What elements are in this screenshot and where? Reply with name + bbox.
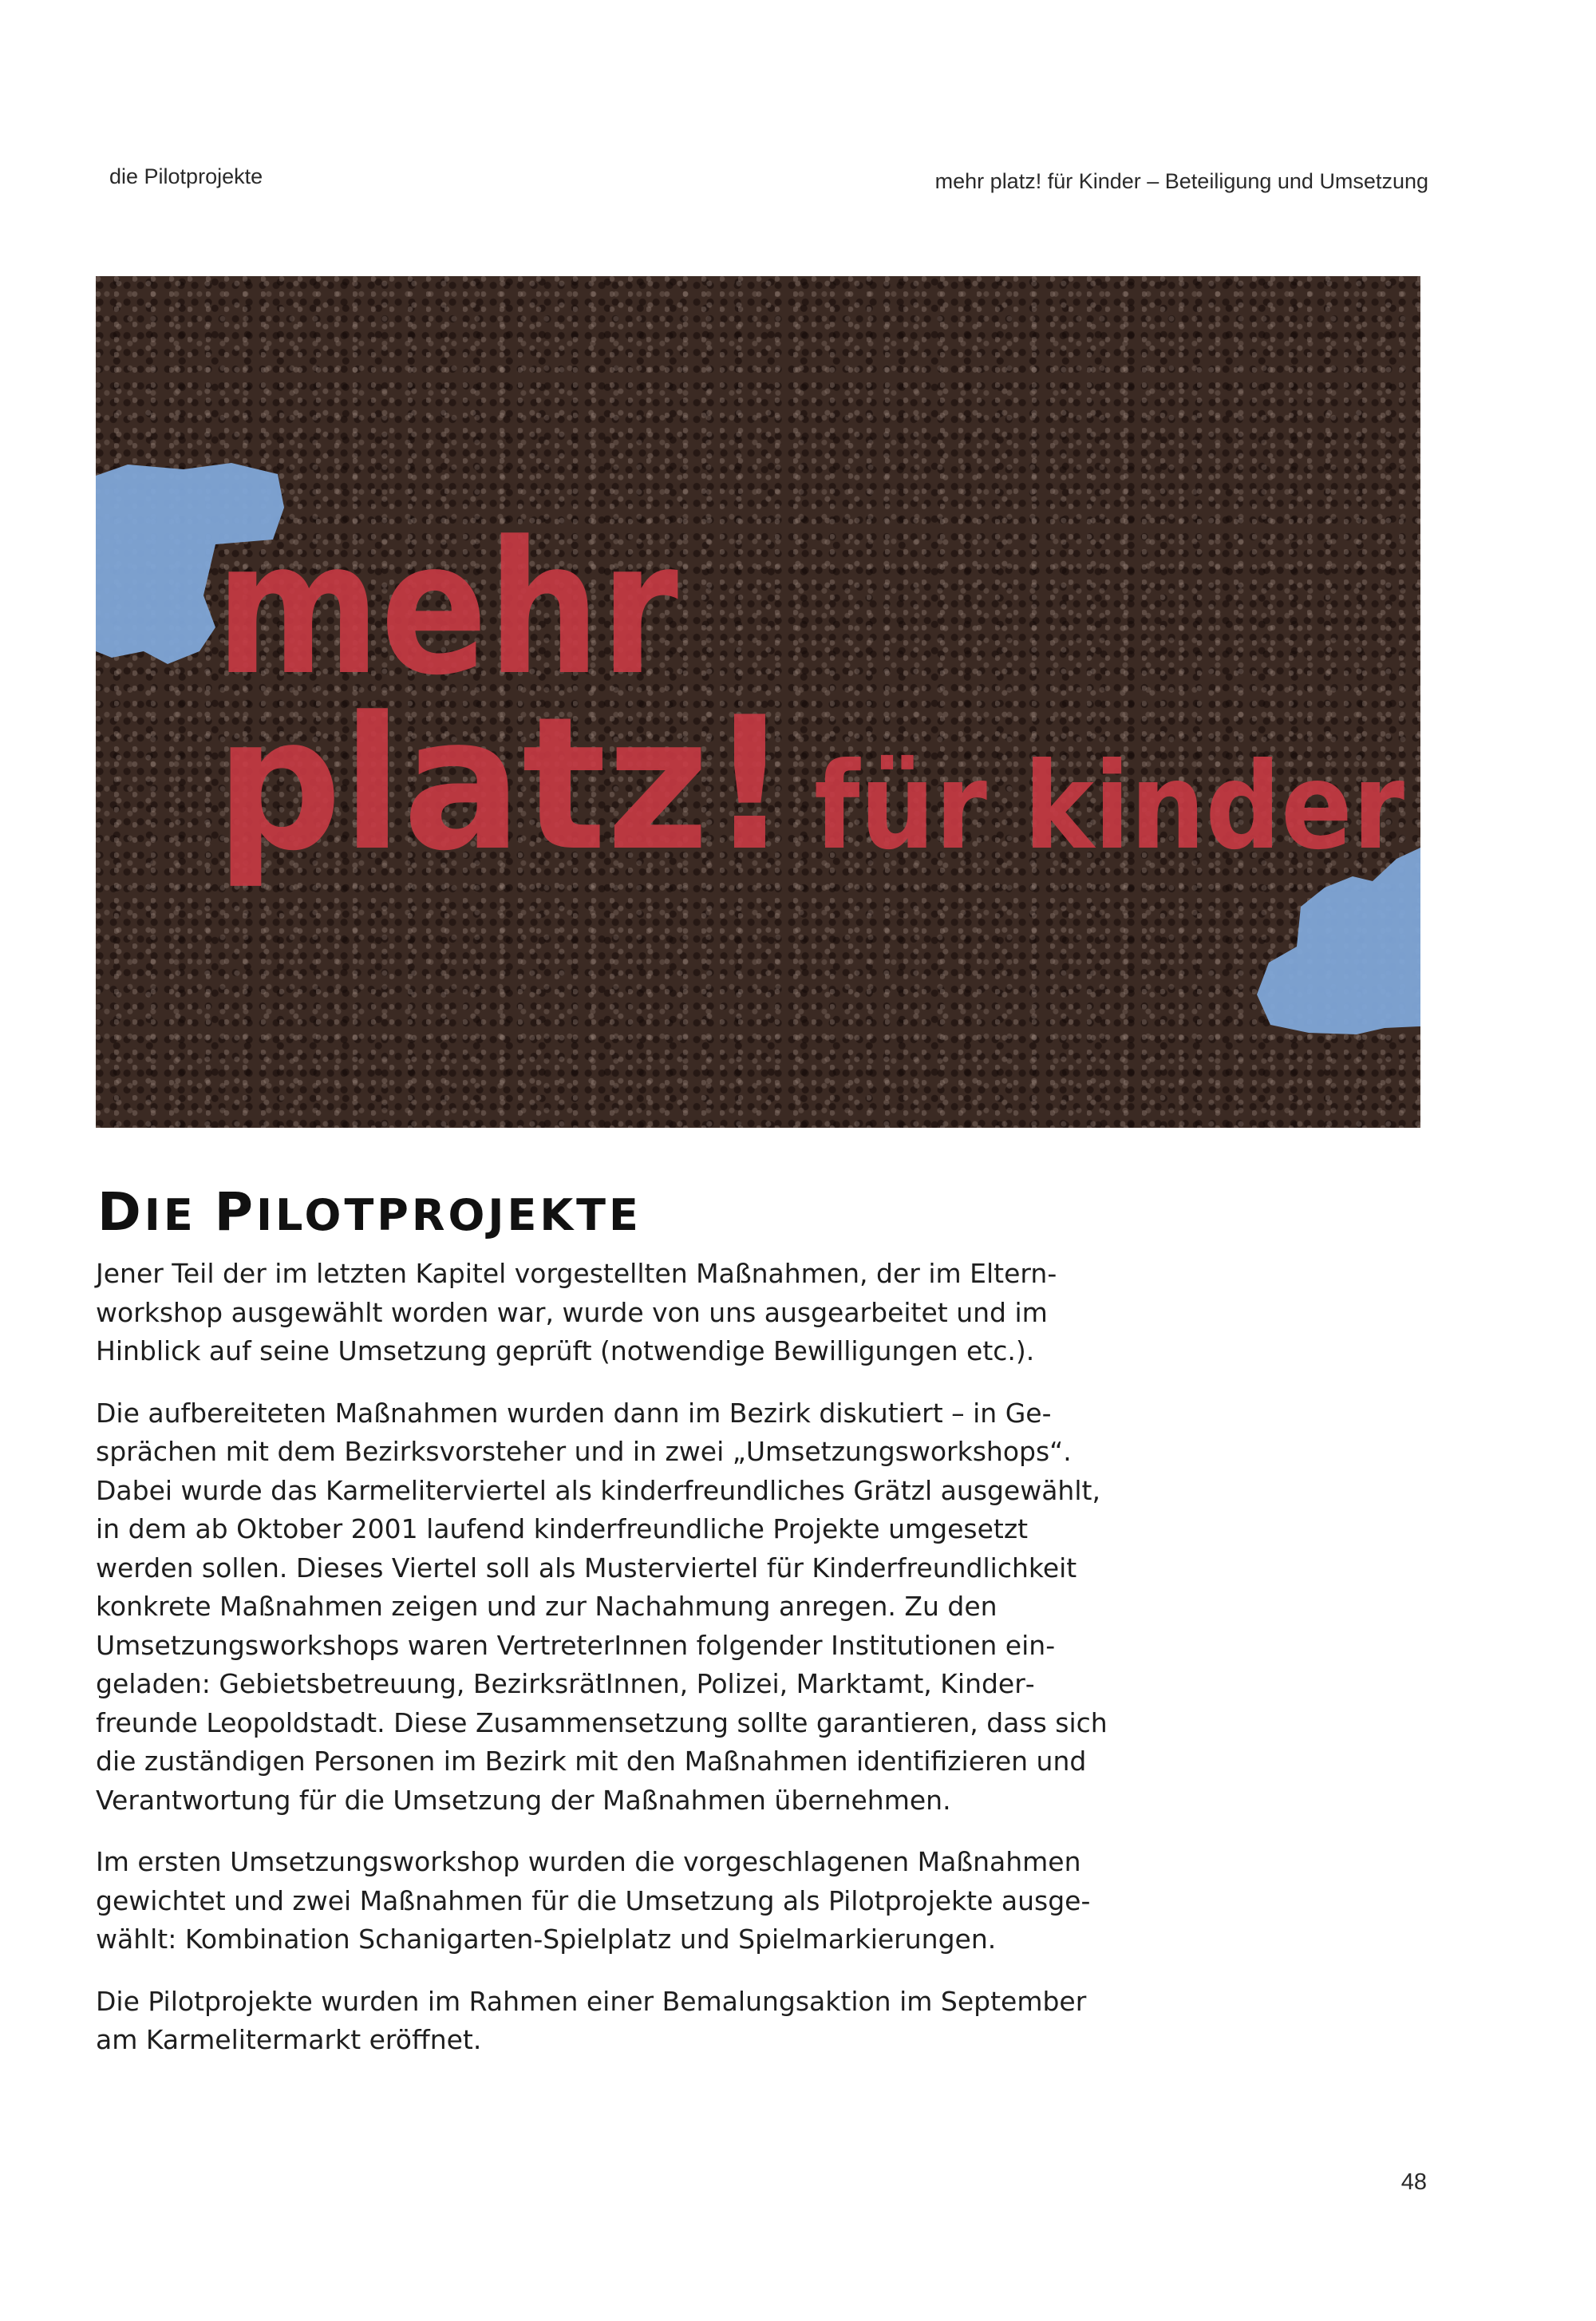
running-header-left: die Pilotprojekte — [109, 164, 263, 188]
paragraph-4: Die Pilotprojekte wurden im Rahmen einer Bemalungsaktion im September am Karmelitermarkt eröffnet. — [96, 1985, 1087, 2055]
stencil-word-mehr: mehr — [215, 503, 678, 716]
street-stencil-photo — [96, 276, 1420, 1128]
stencil-words-fuer-kinder: für kinder — [814, 737, 1405, 876]
stencil-illustration — [96, 276, 1420, 1128]
running-header-right: mehr platz! für Kinder – Beteiligung und Umsetzung — [934, 169, 1428, 193]
paragraph-2: Die aufbereiteten Maßnahmen wurden dann im Bezirk diskutiert – in Gesprächen mit dem Bezirksvorsteher und in zwei „Umsetzungsworkshops“. Dabei wurde das Karmeliterviertel als kinderfreundliches Grätzl ausgewählt, in dem ab Oktober 2001 laufend kinderfreundliche Projekte umgesetzt werden sollen. Dieses Viertel soll als Musterviertel für Kinderfreundlichkeit konkrete Maßnahmen zeigen und zur Nachahmung anregen. Zu den Umsetzungsworkshops waren VertreterInnen folgender Institutionen eingeladen: Gebietsbetreuung, BezirksrätInnen, Polizei, Marktamt, Kinderfreunde Leopoldstadt. Diese Zusammensetzung sollte garantieren, dass sich die zuständigen Personen im Bezirk mit den Maßnahmen identifizieren und Verantwortung für die Umsetzung der Maßnahmen übernehmen. — [96, 1397, 1108, 1816]
section-title: DIE PILOTPROJEKTE — [97, 1181, 642, 1243]
stencil-word-platz: platz! — [215, 678, 790, 892]
paragraph-3: Im ersten Umsetzungsworkshop wurden die vorgeschlagenen Maßnahmen gewichtet und zwei Maßnahmen für die Umsetzung als Pilotprojekte ausgewählt: Kombination Schanigarten-Spielplatz und Spielmarkierungen. — [96, 1846, 1091, 1955]
section-body — [96, 1255, 1109, 2083]
stencil-logo — [215, 503, 1404, 892]
page-number: 48 — [1400, 2169, 1427, 2195]
paragraph-1: Jener Teil der im letzten Kapitel vorgestellten Maßnahmen, der im Elternworkshop ausgewählt worden war, wurde von uns ausgearbeitet und im Hinblick auf seine Umsetzung geprüft (notwendige Bewilligungen etc.). — [96, 1258, 1057, 1366]
